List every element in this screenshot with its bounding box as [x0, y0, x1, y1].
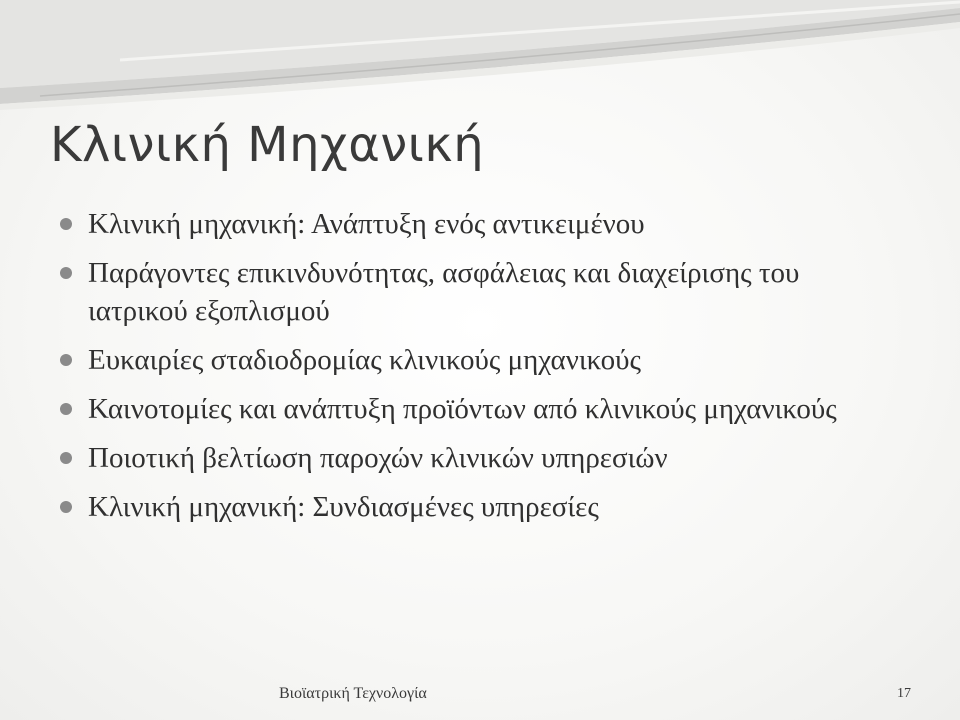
list-item	[60, 205, 900, 243]
bullet-text: Κλινική μηχανική: Ανάπτυξη ενός αντικειμένου	[88, 208, 645, 240]
footer-text: Βιοϊατρική Τεχνολογία	[279, 685, 427, 702]
bullet-icon	[60, 218, 72, 230]
bullet-text: Καινοτομίες και ανάπτυξη προϊόντων από κλινικούς μηχανικούς	[88, 393, 837, 425]
bullet-text: Κλινική μηχανική: Συνδιασμένες υπηρεσίες	[88, 491, 599, 523]
bullet-icon	[60, 403, 72, 415]
list-item	[60, 254, 900, 330]
bullet-text: Ποιοτική βελτίωση παροχών κλινικών υπηρεσιών	[88, 442, 668, 474]
list-item	[60, 341, 900, 379]
bullet-icon	[60, 354, 72, 366]
list-item	[60, 488, 900, 526]
bullet-text: Παράγοντες επικινδυνότητας, ασφάλειας και διαχείρισης του ιατρικού εξοπλισμού	[88, 257, 800, 327]
page-number: 17	[897, 686, 911, 701]
slide-title: Κλινική Μηχανική	[50, 117, 485, 173]
bullet-text: Ευκαιρίες σταδιοδρομίας κλινικούς μηχανικούς	[88, 344, 641, 376]
bullet-icon	[60, 452, 72, 464]
bullet-icon	[60, 501, 72, 513]
bullet-icon	[60, 267, 72, 279]
list-item	[60, 390, 900, 428]
list-item	[60, 439, 900, 477]
decorative-swoosh	[0, 0, 960, 110]
bullet-list	[60, 205, 900, 537]
